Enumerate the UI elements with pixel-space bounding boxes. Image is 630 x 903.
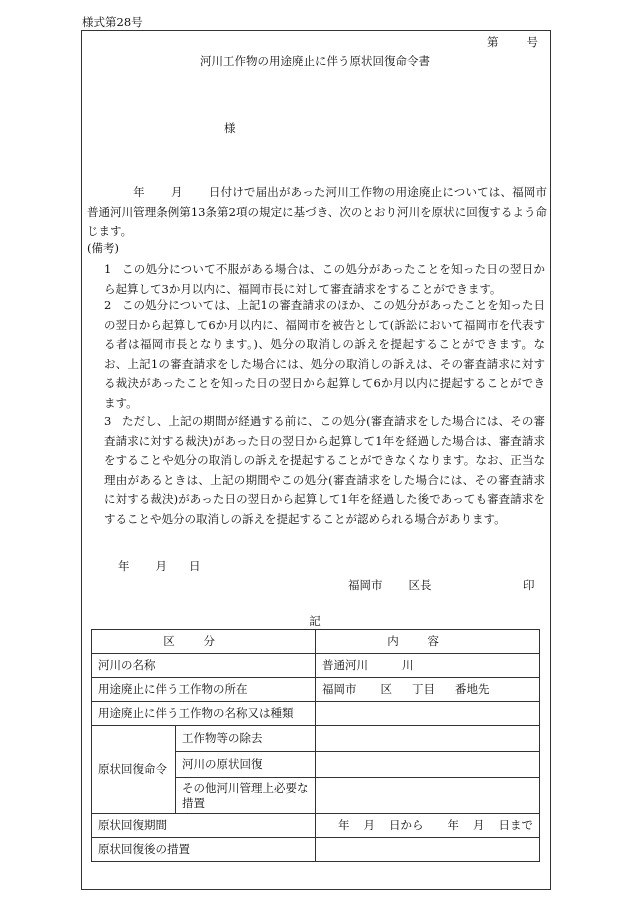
date-month: 月 bbox=[155, 559, 167, 573]
remark-text: この処分については、上記1の審査請求のほか、この処分があったことを知った日の翌日から起算して6か月以内に、福岡市を被告として(訴訟において福岡市を代表する者は福岡市長となります。)、処分の取消しの訴えを提起することができます。なお、上記1の審査請求をした場合には、処分の取消しの訴えは、その審査請求に対する裁決があったことを知った日の翌日から起算して6か月以内に提起することができます。 bbox=[104, 298, 545, 410]
remark-text: ただし、上記の期間が経過する前に、この処分(審査請求をした場合には、その審査請求に対する裁決)があった日の翌日から起算して1年を経過した場合は、審査請求をすることや処分の取消しの訴えを提起することができなくなります。なお、正当な理由があるときは、上記の期間やこの処分(審査請求をした場合には、その審査請求に対する裁決)があった日の翌日から起算して1年を経過した後であっても審査請求をすることや処分の取消しの訴えを提起することが認められる場合があります。 bbox=[104, 414, 545, 526]
table-row bbox=[92, 654, 540, 678]
restoration-item-value bbox=[316, 778, 540, 814]
remark-3 bbox=[104, 412, 545, 529]
remarks-heading: (備考) bbox=[87, 241, 119, 255]
signer-city: 福岡市 bbox=[348, 578, 383, 592]
remark-text: この処分について不服がある場合は、この処分があったことを知った日の翌日から起算して3か月以内に、福岡市長に対して審査請求をすることができます。 bbox=[104, 262, 545, 296]
river-name-value: 普通河川 川 bbox=[316, 654, 540, 678]
document-number-suffix: 号 bbox=[526, 35, 538, 49]
location-value: 福岡市 区 丁目 番地先 bbox=[316, 678, 540, 702]
table-header-row bbox=[92, 630, 540, 654]
structure-name-label: 用途廃止に伴う工作物の名称又は種類 bbox=[92, 702, 316, 726]
table-row bbox=[92, 678, 540, 702]
ki-heading: 記 bbox=[309, 614, 321, 628]
order-body bbox=[87, 183, 547, 242]
body-month: 月 bbox=[170, 185, 183, 199]
addressee-suffix: 様 bbox=[224, 121, 236, 135]
table-row bbox=[92, 838, 540, 862]
body-rest: 日付けで届出があった河川工作物の用途廃止については、福岡市普通河川管理条例第13条第2項の規定に基づき、次のとおり河川を原状に回復するよう命じます。 bbox=[87, 185, 548, 238]
after-measures-label: 原状回復後の措置 bbox=[92, 838, 316, 862]
restoration-item-value bbox=[316, 726, 540, 752]
signer bbox=[348, 577, 432, 593]
remark-number: 2 bbox=[104, 298, 112, 312]
date-year: 年 bbox=[118, 559, 130, 573]
header-content: 内容 bbox=[316, 630, 540, 654]
restoration-item-value bbox=[316, 752, 540, 778]
remark-number: 1 bbox=[104, 262, 112, 276]
date-day: 日 bbox=[189, 559, 201, 573]
order-details-table bbox=[91, 629, 540, 862]
table-row bbox=[92, 726, 540, 752]
period-value: 年 月 日から 年 月 日まで bbox=[316, 814, 540, 838]
remark-2 bbox=[104, 296, 545, 413]
table-row bbox=[92, 702, 540, 726]
restoration-item: 工作物等の除去 bbox=[176, 726, 316, 752]
remark-1 bbox=[104, 260, 545, 299]
restoration-item: その他河川管理上必要な措置 bbox=[176, 778, 316, 814]
location-label: 用途廃止に伴う工作物の所在 bbox=[92, 678, 316, 702]
document-number-prefix: 第 bbox=[487, 35, 499, 49]
period-label: 原状回復期間 bbox=[92, 814, 316, 838]
table-row bbox=[92, 814, 540, 838]
structure-name-value bbox=[316, 702, 540, 726]
form-number: 様式第28号 bbox=[82, 15, 143, 29]
document-title: 河川工作物の用途廃止に伴う原状回復命令書 bbox=[200, 54, 430, 68]
remark-number: 3 bbox=[104, 414, 112, 428]
restoration-item: 河川の原状回復 bbox=[176, 752, 316, 778]
after-measures-value bbox=[316, 838, 540, 862]
body-year: 年 bbox=[133, 185, 145, 199]
seal-mark: 印 bbox=[523, 578, 535, 592]
issue-date bbox=[118, 558, 201, 574]
restoration-order-label: 原状回復命令 bbox=[92, 726, 176, 814]
header-category: 区分 bbox=[92, 630, 316, 654]
document-number bbox=[487, 34, 538, 50]
river-name-label: 河川の名称 bbox=[92, 654, 316, 678]
signer-title: 区長 bbox=[408, 578, 432, 592]
